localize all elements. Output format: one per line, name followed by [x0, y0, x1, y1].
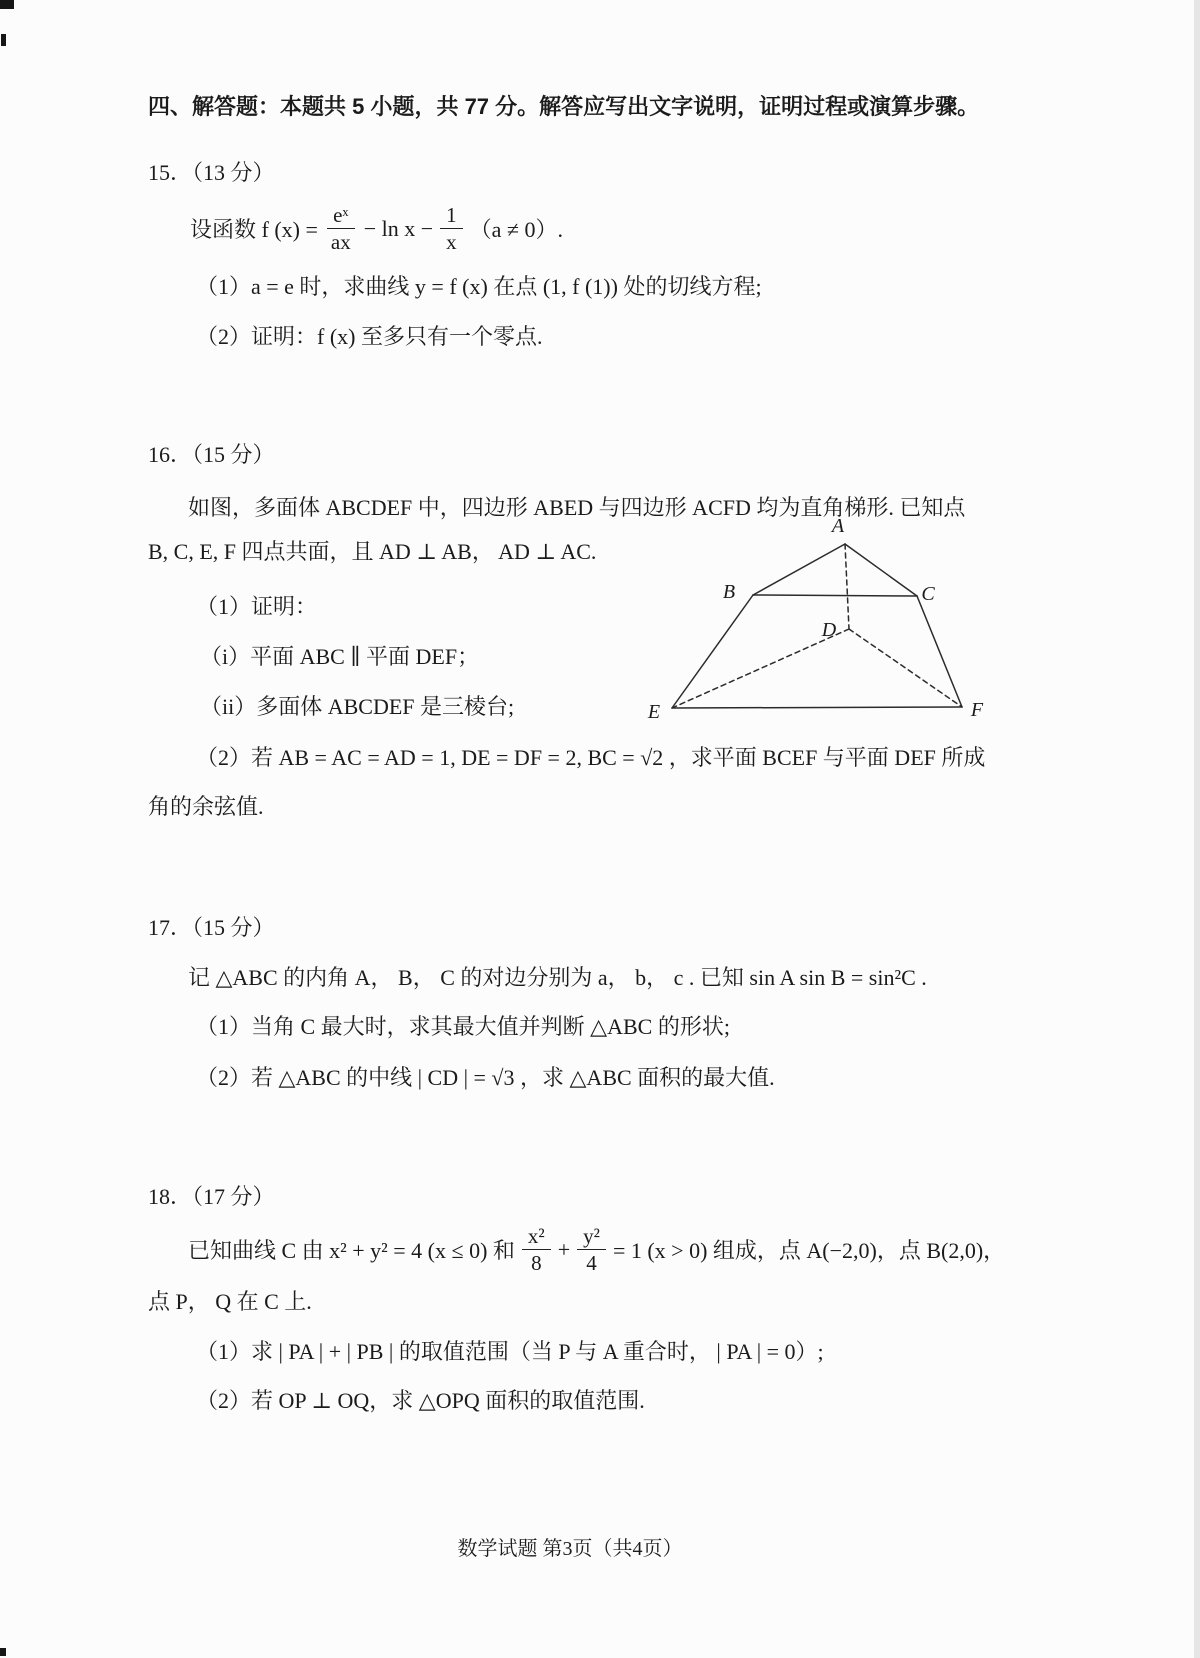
problem-16-number: 16．（15 分）	[148, 442, 275, 467]
vertex-label-c: C	[921, 583, 935, 605]
fraction	[440, 203, 463, 254]
vertex-label-b: B	[722, 581, 736, 603]
problem-15-number: 15．（13 分）	[148, 160, 275, 185]
problem-16-item-1i: （i）平面 ABC ∥ 平面 DEF；	[200, 644, 480, 669]
section-header: 四、解答题：本题共 5 小题，共 77 分。解答应写出文字说明，证明过程或演算步骤。	[148, 94, 980, 119]
problem-18-item-2: （2）若 OP ⊥ OQ，求 △OPQ 面积的取值范围.	[196, 1388, 645, 1413]
scan-artifact	[0, 0, 14, 9]
problem-18-number: 18．（17 分）	[148, 1184, 275, 1209]
vertex-label-a: A	[831, 518, 845, 537]
edge-ef	[672, 707, 962, 708]
problem-16-item-2: （2）若 AB = AC = AD = 1, DE = DF = 2, BC = √2 ，求平面 BCEF 与平面 DEF 所成	[196, 745, 986, 770]
edge-bc	[753, 595, 917, 596]
edge-ad-dashed	[845, 544, 849, 629]
fraction-denominator: 4	[586, 1251, 597, 1276]
fraction-numerator: y²	[577, 1224, 606, 1250]
problem-16-line-1: 如图，多面体 ABCDEF 中，四边形 ABED 与四边形 ACFD 均为直角梯形. 已知点	[188, 495, 966, 520]
problem-16-figure	[625, 518, 1005, 733]
problem-15-formula	[190, 203, 563, 254]
edge-be	[672, 595, 753, 708]
problem-17-line-1: 记 △ABC 的内角 A， B， C 的对边分别为 a， b， c . 已知 sin A sin B = sin²C .	[188, 965, 927, 990]
page-footer: 数学试题 第3页（共4页）	[457, 1538, 683, 1560]
vertex-label-e: E	[647, 701, 661, 723]
problem-18-item-1: （1）求 | PA | + | PB | 的取值范围（当 P 与 A 重合时， | PA | = 0）;	[196, 1339, 824, 1364]
problem-18-intro	[188, 1224, 1005, 1275]
edge-ac	[845, 544, 917, 596]
edge-ab	[753, 544, 845, 595]
formula-text: （a ≠ 0）.	[469, 217, 563, 243]
edge-df-dashed	[849, 629, 962, 707]
fraction-denominator: 8	[531, 1251, 542, 1276]
problem-18-line-2: 点 P， Q 在 C 上.	[148, 1289, 312, 1314]
fraction	[522, 1224, 551, 1275]
formula-text: − ln x −	[363, 215, 434, 241]
formula-text: 设函数 f (x) =	[190, 217, 318, 243]
scan-edge	[1194, 0, 1200, 1658]
scan-artifact	[0, 1648, 6, 1656]
problem-16-item-1: （1）证明：	[196, 594, 318, 619]
fraction-denominator: ax	[330, 230, 351, 255]
problem-16-item-2-cont: 角的余弦值.	[148, 794, 264, 819]
formula-text: +	[557, 1236, 571, 1262]
vertex-label-d: D	[821, 619, 837, 641]
problem-17-item-1: （1）当角 C 最大时，求其最大值并判断 △ABC 的形状;	[196, 1014, 730, 1039]
fraction-numerator: x²	[522, 1224, 551, 1250]
edge-cf	[917, 596, 962, 707]
problem-16-line-2: B, C, E, F 四点共面，且 AD ⊥ AB， AD ⊥ AC.	[148, 539, 597, 564]
formula-text: 已知曲线 C 由 x² + y² = 4 (x ≤ 0) 和	[188, 1238, 515, 1264]
vertex-label-f: F	[970, 699, 984, 721]
problem-15-item-1: （1）a = e 时，求曲线 y = f (x) 在点 (1, f (1)) 处的切线方程;	[196, 274, 762, 299]
formula-text: = 1 (x > 0) 组成，点 A(−2,0)，点 B(2,0)，	[612, 1238, 1006, 1264]
problem-17-number: 17．（15 分）	[148, 915, 275, 940]
fraction	[325, 203, 357, 254]
problem-15-item-2: （2）证明：f (x) 至多只有一个零点.	[196, 324, 543, 349]
fraction-numerator: 1	[440, 203, 463, 229]
problem-17-item-2: （2）若 △ABC 的中线 | CD | = √3 ，求 △ABC 面积的最大值.	[196, 1065, 775, 1090]
fraction	[577, 1224, 606, 1275]
fraction-denominator: x	[446, 230, 457, 255]
problem-16-item-1ii: （ii）多面体 ABCDEF 是三棱台;	[200, 694, 515, 719]
scan-artifact	[1, 34, 6, 46]
fraction-numerator: eˣ	[327, 203, 354, 229]
